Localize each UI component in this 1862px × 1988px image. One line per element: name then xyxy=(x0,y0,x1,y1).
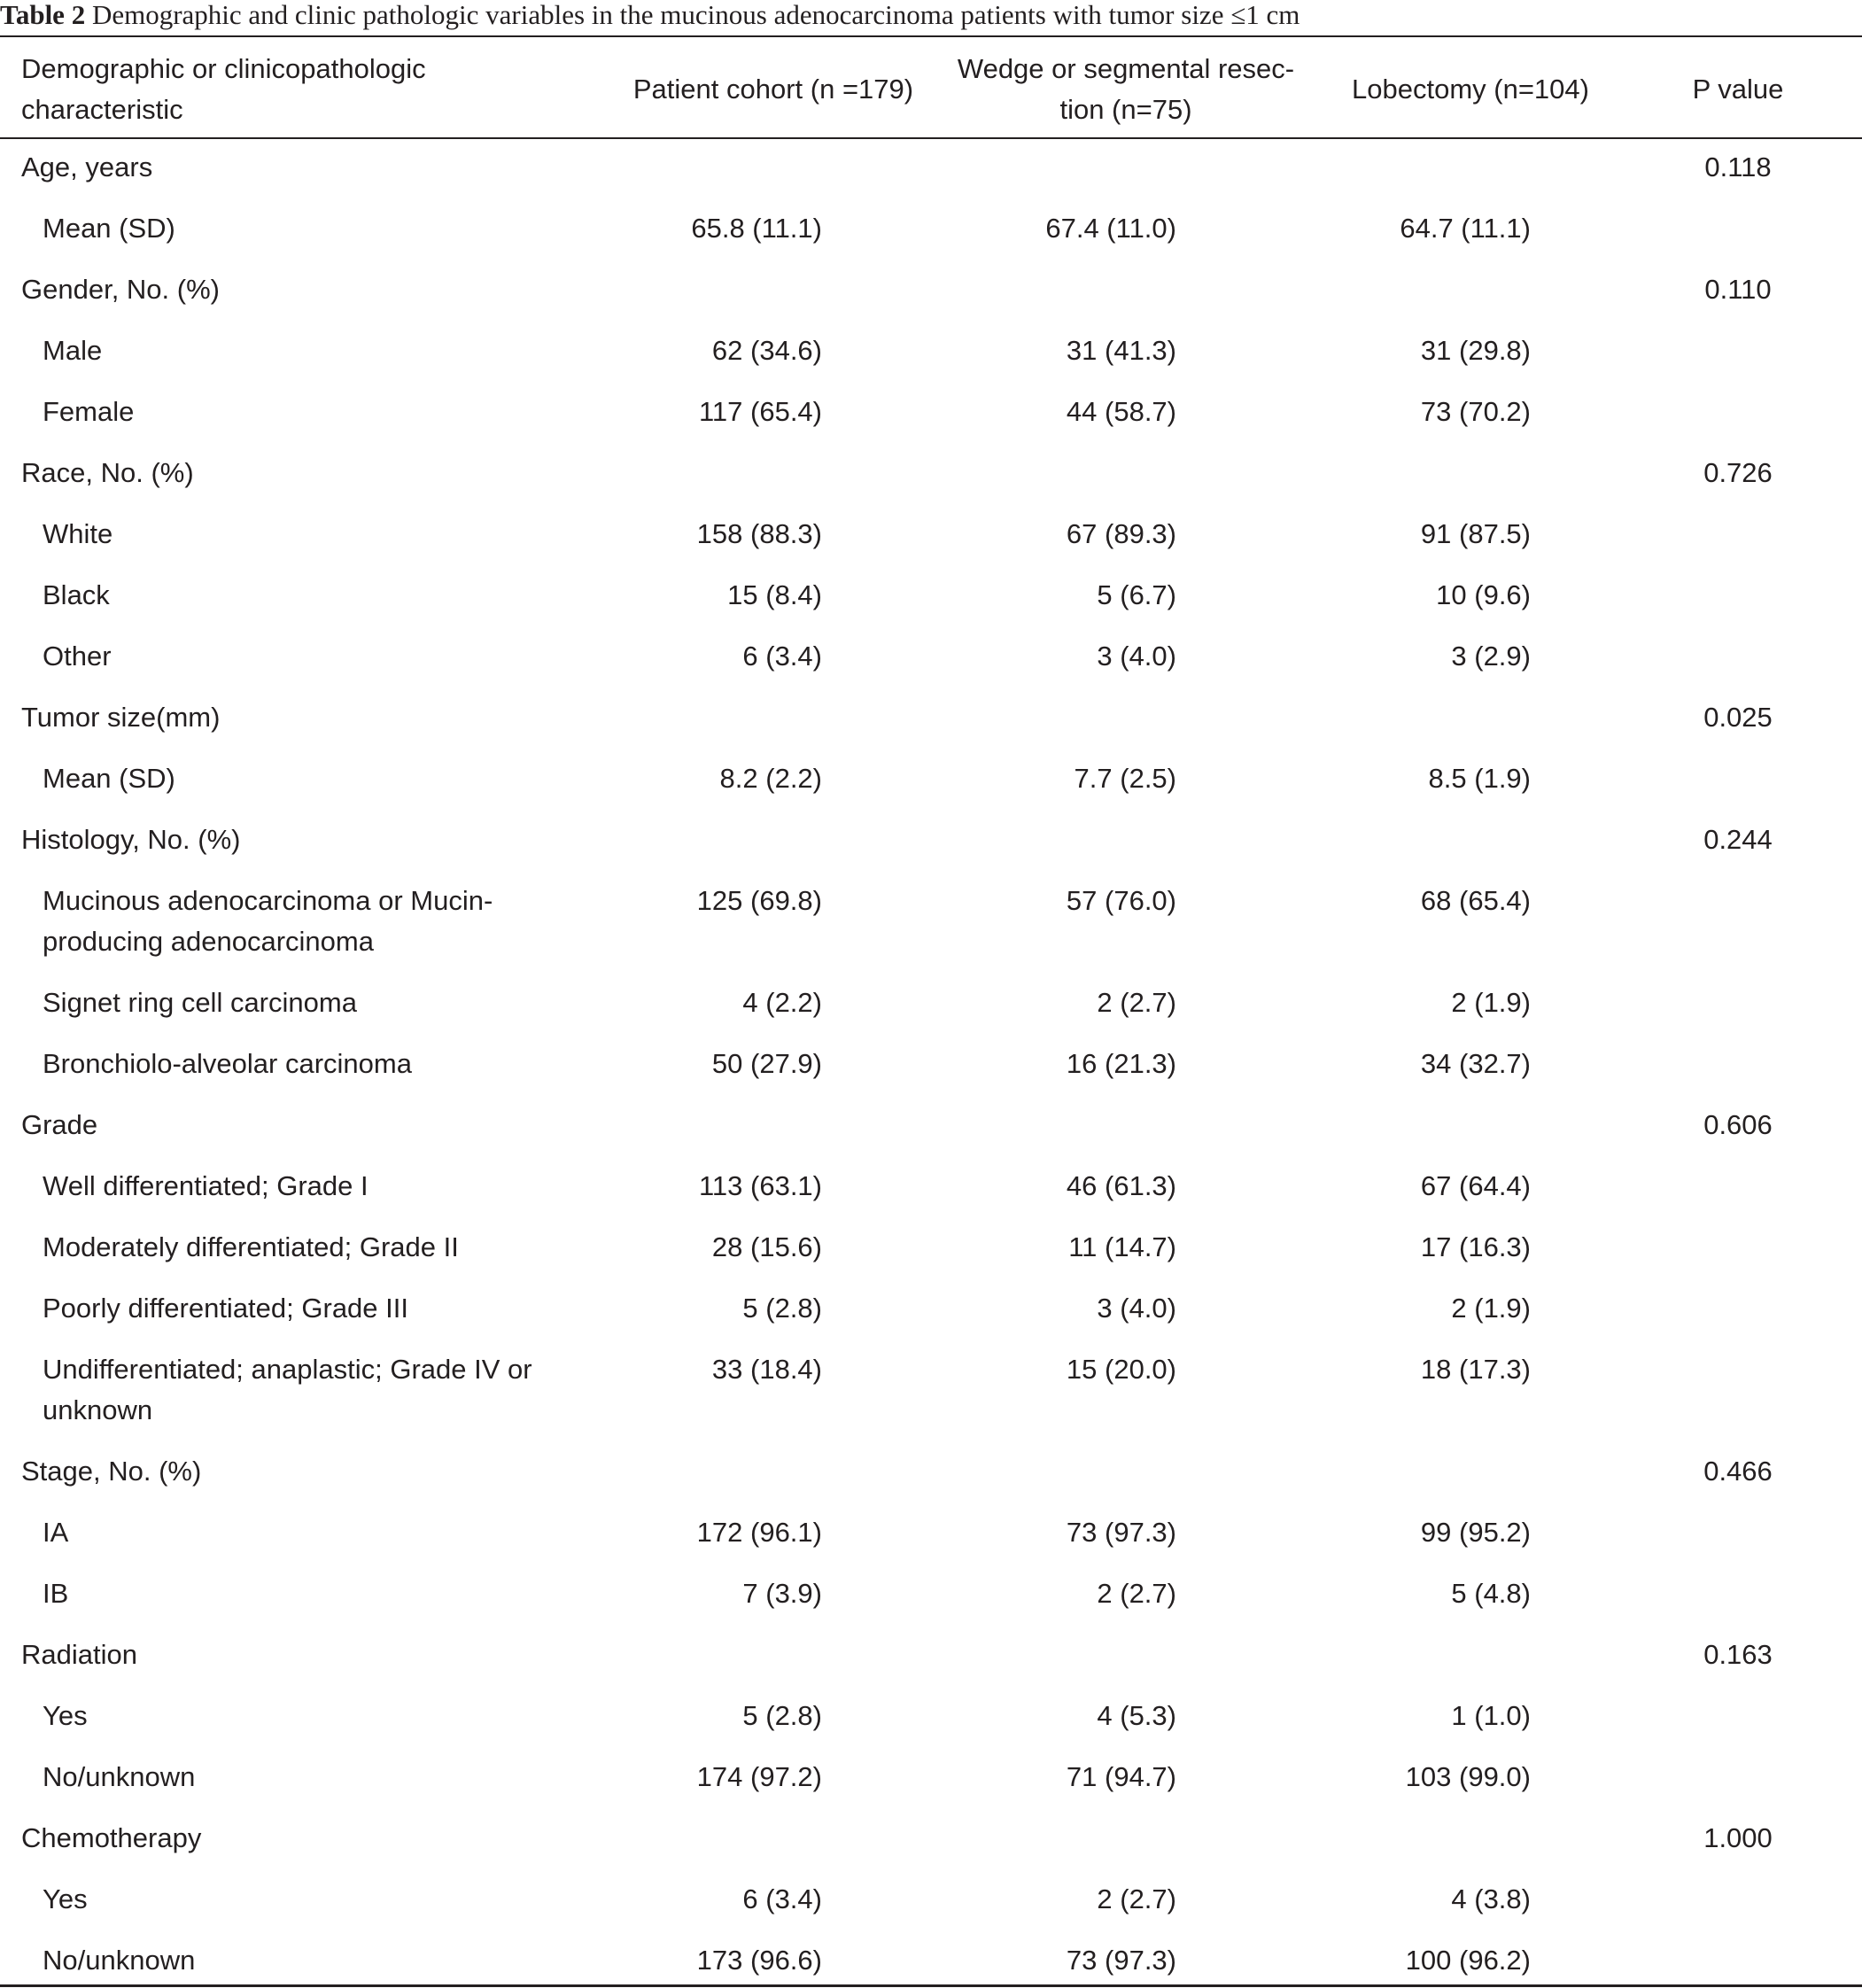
wedge-value: 2 (2.7) xyxy=(1097,987,1176,1018)
cohort-value: 6 (3.4) xyxy=(742,1883,822,1914)
row-label: Mean (SD) xyxy=(43,213,175,244)
group-label: Tumor size(mm) xyxy=(21,702,221,733)
row-label: No/unknown xyxy=(43,1945,196,1976)
wedge-value: 57 (76.0) xyxy=(1066,885,1176,916)
row-label: No/unknown xyxy=(43,1761,196,1792)
cohort-value: 50 (27.9) xyxy=(711,1048,822,1079)
lobectomy-value: 99 (95.2) xyxy=(1420,1517,1531,1548)
row-label: Other xyxy=(43,641,112,672)
cohort-value: 8.2 (2.2) xyxy=(719,763,822,794)
wedge-value: 7.7 (2.5) xyxy=(1074,763,1176,794)
table-caption-text: Demographic and clinic pathologic variables in the mucinous adenocarcinoma patients with tumor size ≤1 cm xyxy=(91,0,1300,30)
lobectomy-value: 3 (2.9) xyxy=(1451,641,1531,672)
row-label: Moderately differentiated; Grade II xyxy=(43,1231,459,1262)
header-characteristic: Demographic or clinicopathologic characteristic xyxy=(21,53,426,125)
row-label: Mean (SD) xyxy=(43,763,175,794)
wedge-value: 16 (21.3) xyxy=(1066,1048,1176,1079)
header-lobectomy: Lobectomy (n=104) xyxy=(1352,74,1589,105)
wedge-value: 44 (58.7) xyxy=(1066,396,1176,427)
p-value: 0.466 xyxy=(1703,1456,1773,1487)
row-label: Poorly differentiated; Grade III xyxy=(43,1293,408,1324)
lobectomy-value: 2 (1.9) xyxy=(1451,1293,1531,1324)
lobectomy-value: 64.7 (11.1) xyxy=(1400,213,1531,244)
group-label: Radiation xyxy=(21,1639,137,1670)
cohort-value: 33 (18.4) xyxy=(711,1354,822,1385)
cohort-value: 5 (2.8) xyxy=(742,1293,822,1324)
cohort-value: 117 (65.4) xyxy=(698,396,822,427)
wedge-value: 71 (94.7) xyxy=(1066,1761,1176,1792)
wedge-value: 15 (20.0) xyxy=(1066,1354,1176,1385)
cohort-value: 172 (96.1) xyxy=(696,1517,822,1548)
p-value: 0.244 xyxy=(1703,824,1773,855)
table-caption-label: Table 2 xyxy=(0,0,86,30)
p-value: 0.118 xyxy=(1704,151,1772,182)
table-header-row xyxy=(0,49,1862,130)
wedge-value: 4 (5.3) xyxy=(1097,1700,1176,1731)
p-value: 0.025 xyxy=(1703,702,1773,733)
row-label: Bronchiolo-alveolar carcinoma xyxy=(43,1048,412,1079)
group-label: Grade xyxy=(21,1109,98,1140)
header-patient-cohort: Patient cohort (n =179) xyxy=(632,74,914,105)
cohort-value: 174 (97.2) xyxy=(696,1761,822,1792)
cohort-value: 65.8 (11.1) xyxy=(691,213,822,244)
wedge-value: 3 (4.0) xyxy=(1097,641,1176,672)
lobectomy-value: 2 (1.9) xyxy=(1451,987,1531,1018)
wedge-value: 31 (41.3) xyxy=(1066,335,1176,366)
row-label: Mucinous adenocarcinoma or Mucin-producing adenocarcinoma xyxy=(43,885,493,957)
lobectomy-value: 31 (29.8) xyxy=(1420,335,1531,366)
p-value: 0.726 xyxy=(1703,457,1773,488)
lobectomy-value: 67 (64.4) xyxy=(1420,1170,1531,1201)
lobectomy-value: 34 (32.7) xyxy=(1420,1048,1531,1079)
row-label: IA xyxy=(43,1517,69,1548)
cohort-value: 6 (3.4) xyxy=(742,641,822,672)
p-value: 0.163 xyxy=(1703,1639,1773,1670)
row-label: Undifferentiated; anaplastic; Grade IV or unknown xyxy=(43,1354,532,1425)
row-label: IB xyxy=(43,1578,69,1609)
table-header-rule xyxy=(0,137,1862,139)
lobectomy-value: 1 (1.0) xyxy=(1451,1700,1531,1731)
wedge-value: 3 (4.0) xyxy=(1097,1293,1176,1324)
row-label: Signet ring cell carcinoma xyxy=(43,987,357,1018)
table-bottom-rule xyxy=(0,1984,1862,1987)
lobectomy-value: 5 (4.8) xyxy=(1451,1578,1531,1609)
cohort-value: 15 (8.4) xyxy=(727,579,822,610)
wedge-value: 2 (2.7) xyxy=(1097,1883,1176,1914)
wedge-value: 46 (61.3) xyxy=(1066,1170,1176,1201)
group-label: Age, years xyxy=(21,151,153,182)
header-p-value: P value xyxy=(1692,74,1784,105)
p-value: 0.110 xyxy=(1704,274,1772,305)
lobectomy-value: 100 (96.2) xyxy=(1405,1945,1531,1976)
table-caption xyxy=(0,0,1300,32)
table-top-rule xyxy=(0,35,1862,37)
cohort-value: 7 (3.9) xyxy=(742,1578,822,1609)
wedge-value: 5 (6.7) xyxy=(1097,579,1176,610)
lobectomy-value: 73 (70.2) xyxy=(1420,396,1531,427)
lobectomy-value: 91 (87.5) xyxy=(1420,518,1531,549)
wedge-value: 67.4 (11.0) xyxy=(1045,213,1176,244)
cohort-value: 173 (96.6) xyxy=(696,1945,822,1976)
cohort-value: 28 (15.6) xyxy=(711,1231,822,1262)
wedge-value: 73 (97.3) xyxy=(1066,1517,1176,1548)
cohort-value: 125 (69.8) xyxy=(696,885,822,916)
cohort-value: 5 (2.8) xyxy=(742,1700,822,1731)
row-label: Yes xyxy=(43,1700,88,1731)
p-value: 0.606 xyxy=(1703,1109,1773,1140)
cohort-value: 158 (88.3) xyxy=(696,518,822,549)
group-label: Chemotherapy xyxy=(21,1822,202,1853)
lobectomy-value: 10 (9.6) xyxy=(1436,579,1531,610)
lobectomy-value: 17 (16.3) xyxy=(1420,1231,1531,1262)
wedge-value: 73 (97.3) xyxy=(1066,1945,1176,1976)
header-wedge-segmental: Wedge or segmental resec- tion (n=75) xyxy=(957,53,1295,125)
row-label: Well differentiated; Grade I xyxy=(43,1170,369,1201)
lobectomy-value: 18 (17.3) xyxy=(1420,1354,1531,1385)
group-label: Stage, No. (%) xyxy=(21,1456,202,1487)
wedge-value: 2 (2.7) xyxy=(1097,1578,1176,1609)
p-value: 1.000 xyxy=(1703,1822,1773,1853)
cohort-value: 4 (2.2) xyxy=(742,987,822,1018)
wedge-value: 11 (14.7) xyxy=(1068,1231,1176,1262)
lobectomy-value: 8.5 (1.9) xyxy=(1428,763,1531,794)
row-label: Female xyxy=(43,396,135,427)
group-label: Histology, No. (%) xyxy=(21,824,241,855)
row-label: Black xyxy=(43,579,110,610)
row-label: Yes xyxy=(43,1883,88,1914)
group-label: Gender, No. (%) xyxy=(21,274,220,305)
lobectomy-value: 4 (3.8) xyxy=(1451,1883,1531,1914)
cohort-value: 62 (34.6) xyxy=(711,335,822,366)
cohort-value: 113 (63.1) xyxy=(698,1170,822,1201)
row-label: White xyxy=(43,518,113,549)
lobectomy-value: 68 (65.4) xyxy=(1420,885,1531,916)
group-label: Race, No. (%) xyxy=(21,457,194,488)
row-label: Male xyxy=(43,335,103,366)
lobectomy-value: 103 (99.0) xyxy=(1405,1761,1531,1792)
wedge-value: 67 (89.3) xyxy=(1066,518,1176,549)
